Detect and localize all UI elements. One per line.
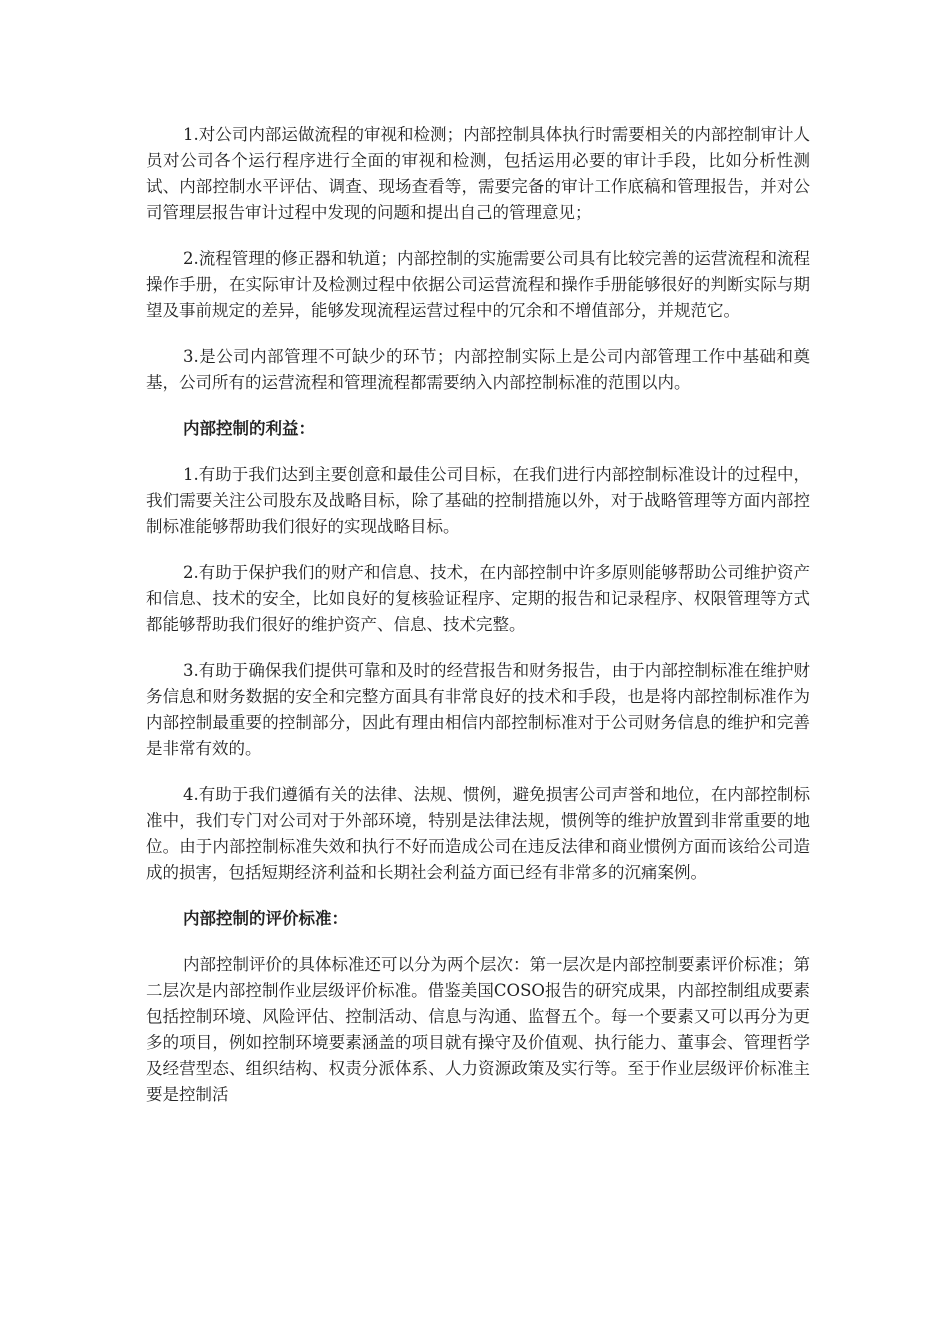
intro-paragraph-1: 1.对公司内部运做流程的审视和检测；内部控制具体执行时需要相关的内部控制审计人员对公司各个运行程序进行全面的审视和检测，包括运用必要的审计手段，比如分析性测试、内部控制水平评估、调查、现场查看等，需要完备的审计工作底稿和管理报告，并对公司管理层报告审计过程中发现的问题和提出自己的管理意见； <box>146 125 810 222</box>
benefit-paragraph-3: 3.有助于确保我们提供可靠和及时的经营报告和财务报告，由于内部控制标准在维护财务信息和财务数据的安全和完整方面具有非常良好的技术和手段，也是将内部控制标准作为内部控制最重要的控制部分，因此有理由相信内部控制标准对于公司财务信息的维护和完善是非常有效的。 <box>146 661 810 758</box>
intro-paragraph-2: 2.流程管理的修正器和轨道；内部控制的实施需要公司具有比较完善的运营流程和流程操作手册，在实际审计及检测过程中依据公司运营流程和操作手册能够很好的判断实际与期望及事前规定的差异，能够发现流程运营过程中的冗余和不增值部分，并规范它。 <box>146 249 810 320</box>
evaluation-heading: 内部控制的评价标准： <box>183 909 348 928</box>
benefit-paragraph-4: 4.有助于我们遵循有关的法律、法规、惯例，避免损害公司声誉和地位，在内部控制标准中，我们专门对公司对于外部环境，特别是法律法规，惯例等的维护放置到非常重要的地位。由于内部控制标准失效和执行不好而造成公司在违反法律和商业惯例方面而该给公司造成的损害，包括短期经济利益和长期社会利益方面已经有非常多的沉痛案例。 <box>146 785 810 882</box>
benefit-paragraph-2: 2.有助于保护我们的财产和信息、技术，在内部控制中许多原则能够帮助公司维护资产和信息、技术的安全，比如良好的复核验证程序、定期的报告和记录程序、权限管理等方式都能够帮助我们很好的维护资产、信息、技术完整。 <box>146 563 810 634</box>
benefits-heading: 内部控制的利益： <box>183 419 315 438</box>
benefit-paragraph-1: 1.有助于我们达到主要创意和最佳公司目标，在我们进行内部控制标准设计的过程中，我们需要关注公司股东及战略目标，除了基础的控制措施以外，对于战略管理等方面内部控制标准能够帮助我们很好的实现战略目标。 <box>146 465 810 536</box>
evaluation-paragraph-1: 内部控制评价的具体标准还可以分为两个层次：第一层次是内部控制要素评价标准；第二层次是内部控制作业层级评价标准。借鉴美国COSO报告的研究成果，内部控制组成要素包括控制环境、风险评估、控制活动、信息与沟通、监督五个。每一个要素又可以再分为更多的项目，例如控制环境要素涵盖的项目就有操守及价值观、执行能力、董事会、管理哲学及经营型态、组织结构、权责分派体系、人力资源政策及实行等。至于作业层级评价标准主要是控制活 <box>146 955 810 1104</box>
document-page <box>146 122 810 1128</box>
intro-paragraph-3: 3.是公司内部管理不可缺少的环节；内部控制实际上是公司内部管理工作中基础和奠基，公司所有的运营流程和管理流程都需要纳入内部控制标准的范围以内。 <box>146 347 810 392</box>
